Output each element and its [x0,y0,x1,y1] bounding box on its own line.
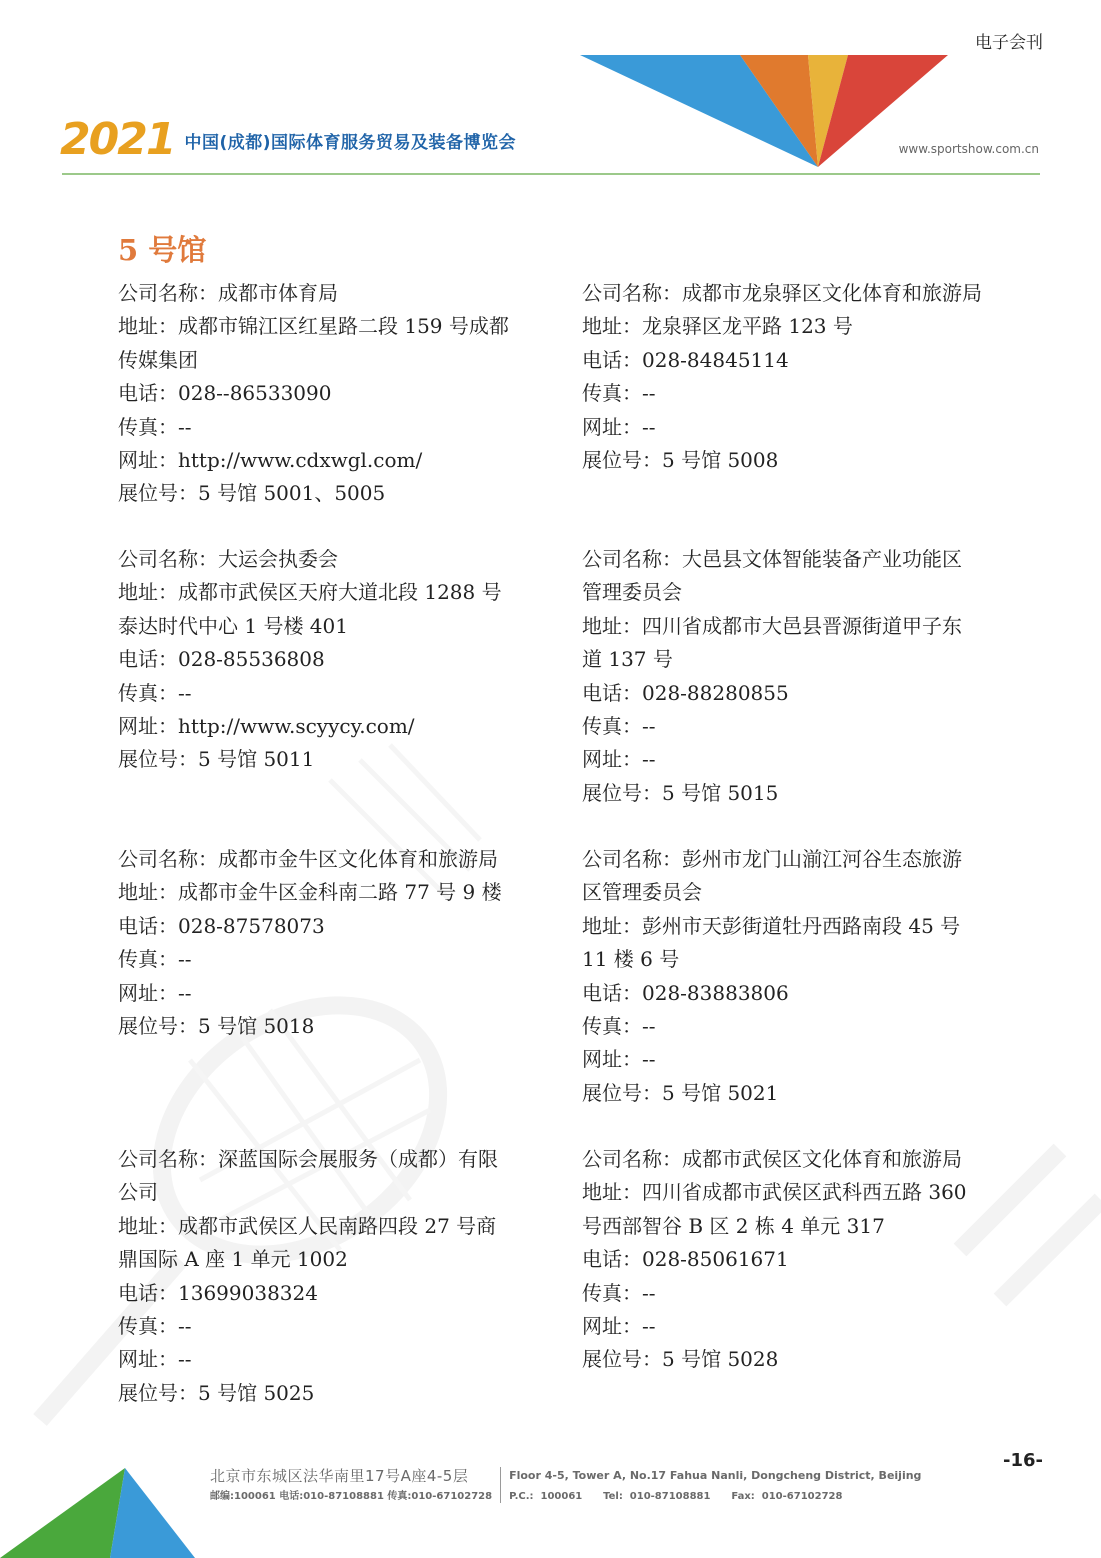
entry-line: 公司 [118,1180,158,1205]
header-divider [62,173,1040,175]
entry-line: 电话：028-85536808 [118,647,325,672]
entry-line: 地址：彭州市天彭街道牡丹西路南段 45 号 [582,913,961,938]
entry-line: 公司名称：大邑县文体智能装备产业功能区 [582,547,962,571]
entry-line: 网址：-- [582,747,656,772]
footer-contact-en: P.C.: 100061 Tel: 010-87108881 Fax: 010-67102728 [509,1491,843,1502]
logo-year: 2021 [60,114,175,165]
entry-line: 公司名称：彭州市龙门山湔江河谷生态旅游 [582,847,962,871]
entry-line: 网址：-- [118,1347,192,1372]
entry-line: 地址：龙泉驿区龙平路 123 号 [582,314,853,339]
exhibitor-entry [118,277,538,511]
entry-line: 展位号：5 号馆 5028 [582,1347,779,1372]
entry-line: 传真：-- [118,947,192,972]
entry-line: 展位号：5 号馆 5018 [118,1014,315,1039]
footer-contact-cn: 邮编:100061 电话:010-87108881 传真:010-67102728 [210,1491,493,1502]
entry-line: 展位号：5 号馆 5008 [582,448,779,473]
logo-title: 中国(成都)国际体育服务贸易及装备博览会 [184,132,517,153]
entry-line: 网址：-- [582,1314,656,1339]
footer-separator [500,1467,501,1503]
entry-line: 传真：-- [582,714,656,739]
exhibitor-entry [582,277,1002,477]
entry-line: 地址：成都市锦江区红星路二段 159 号成都 [118,314,509,339]
entry-line: 地址：成都市金牛区金科南二路 77 号 9 楼 [118,880,502,905]
exhibitor-entry [118,843,538,1043]
entry-line: 传真：-- [582,381,656,406]
expo-logo [60,114,517,165]
entry-line: 电话：028-83883806 [582,980,789,1005]
entry-line: 公司名称：成都市体育局 [118,281,338,305]
page-number: -16- [1003,1450,1043,1471]
entry-line: 传真：-- [118,680,192,705]
entry-line: 地址：成都市武侯区人民南路四段 27 号商 [118,1213,497,1238]
entry-line: 号西部智谷 B 区 2 栋 4 单元 317 [582,1213,885,1238]
entry-line: 公司名称：成都市武侯区文化体育和旅游局 [582,1147,962,1171]
entry-line: 地址：成都市武侯区天府大道北段 1288 号 [118,580,502,605]
entry-line: 电话：028-85061671 [582,1247,789,1272]
entry-line: 地址：四川省成都市大邑县晋源街道甲子东 [582,613,962,638]
exhibitor-entry [582,1143,1002,1377]
footer-address-cn: 北京市东城区法华南里17号A座4-5层 [210,1467,469,1485]
entry-line: 泰达时代中心 1 号楼 401 [118,613,348,638]
entry-line: 11 楼 6 号 [582,947,680,972]
entry-line: 公司名称：成都市龙泉驿区文化体育和旅游局 [582,281,982,305]
exhibitor-entry [582,543,1002,810]
entry-line: 地址：四川省成都市武侯区武科西五路 360 [582,1180,967,1205]
entry-line: 网址：http://www.scyycy.com/ [118,714,415,739]
entry-line: 展位号：5 号馆 5021 [582,1080,779,1105]
header-triangles-graphic [580,55,950,170]
exhibitor-entry [118,543,538,777]
hall-title: 5 号馆 [118,233,207,267]
exhibitor-entry [118,1143,538,1410]
entry-line: 网址：http://www.cdxwgl.com/ [118,448,423,473]
entry-line: 传真：-- [118,414,192,439]
entry-line: 传真：-- [118,1314,192,1339]
entry-line: 网址：-- [118,980,192,1005]
entry-line: 电话：028-87578073 [118,913,325,938]
entry-line: 电话：028-88280855 [582,680,789,705]
entry-line: 电话：13699038324 [118,1280,318,1305]
entry-line: 传真：-- [582,1280,656,1305]
entry-line: 网址：-- [582,414,656,439]
entry-line: 公司名称：大运会执委会 [118,547,338,571]
entry-line: 鼎国际 A 座 1 单元 1002 [118,1247,348,1272]
footer-triangles-graphic [0,1468,200,1558]
entry-line: 公司名称：深蓝国际会展服务（成都）有限 [118,1147,498,1171]
publication-label: 电子会刊 [975,33,1043,53]
entry-line: 传真：-- [582,1014,656,1039]
entry-line: 网址：-- [582,1047,656,1072]
entry-line: 区管理委员会 [582,880,702,905]
page-footer [210,1465,921,1505]
entry-line: 道 137 号 [582,647,673,672]
entry-line: 管理委员会 [582,580,682,605]
exhibitor-entry [582,843,1002,1110]
entry-line: 公司名称：成都市金牛区文化体育和旅游局 [118,847,498,871]
entry-line: 展位号：5 号馆 5025 [118,1380,315,1405]
entry-line: 展位号：5 号馆 5015 [582,780,779,805]
entry-line: 传媒集团 [118,347,198,372]
entry-line: 展位号：5 号馆 5011 [118,747,315,772]
entry-line: 展位号：5 号馆 5001、5005 [118,481,386,506]
footer-address-en: Floor 4-5, Tower A, No.17 Fahua Nanli, Dongcheng District, Beijing [509,1469,922,1482]
entry-line: 电话：028--86533090 [118,381,332,406]
entry-line: 电话：028-84845114 [582,347,789,372]
site-url: www.sportshow.com.cn [898,142,1039,156]
